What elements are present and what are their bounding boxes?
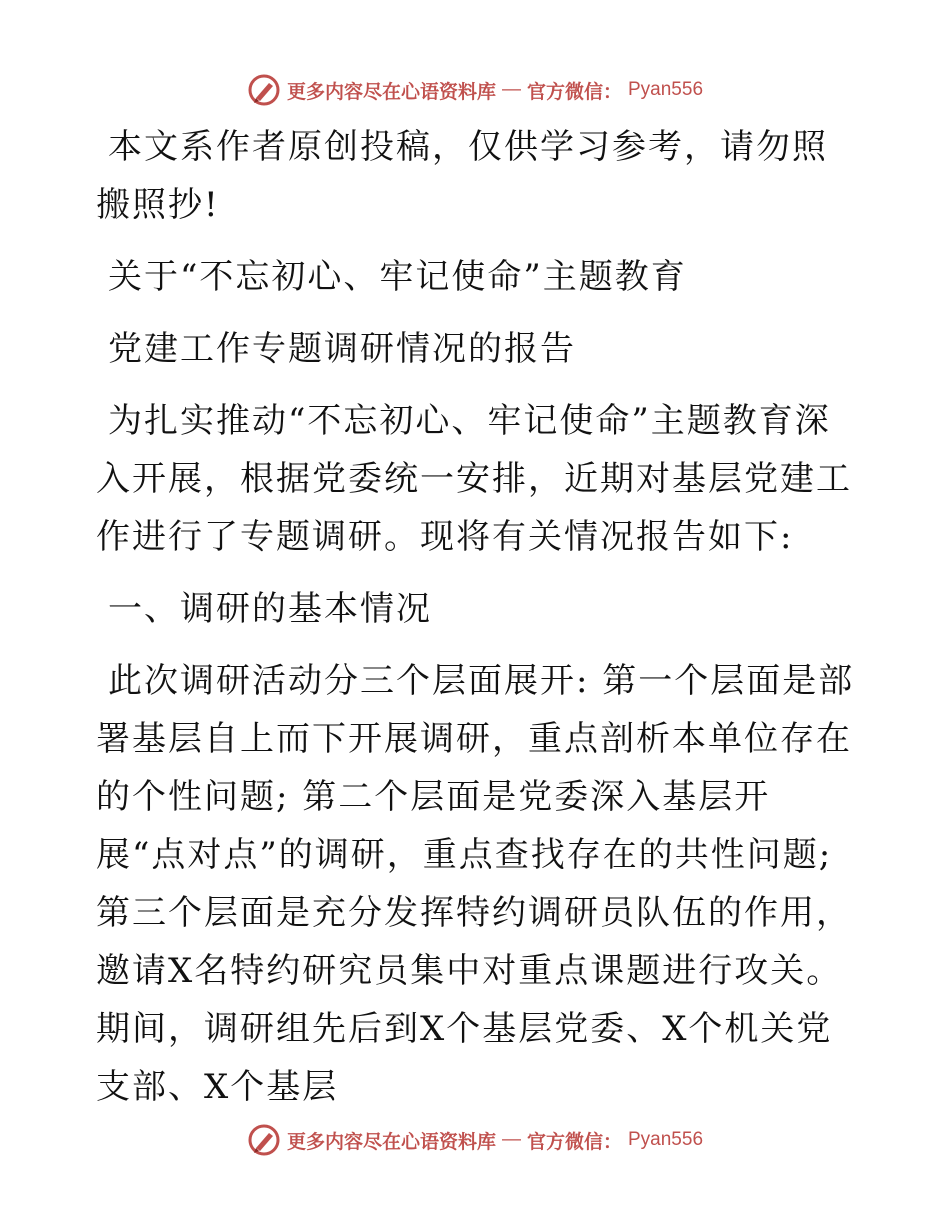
watermark-wechat-id: Pyan556 [628, 1129, 704, 1150]
document-title-line-1: 关于“不忘初心、牢记使命”主题教育 [108, 257, 687, 297]
intro-paragraph: 为扎实推动“不忘初心、牢记使命”主题教育深入开展，根据党委统一安排，近期对基层党建工作进行了专题调研。现将有关情况报告如下: [96, 401, 852, 557]
document-body [96, 118, 856, 1130]
header-watermark [0, 70, 950, 110]
watermark-wechat-label: 官方微信： [526, 80, 622, 103]
pen-logo-icon [247, 1123, 281, 1157]
document-title-line-2: 党建工作专题调研情况的报告 [108, 329, 576, 369]
watermark-wechat-id: Pyan556 [628, 79, 704, 100]
section-heading-1: 一、调研的基本情况 [108, 589, 432, 629]
watermark-wechat-label: 官方微信： [526, 1130, 622, 1153]
watermark-text: 更多内容尽在心语资料库 [286, 80, 496, 103]
watermark-separator: — [501, 1129, 521, 1150]
disclaimer-paragraph: 本文系作者原创投稿，仅供学习参考，请勿照搬照抄! [96, 127, 828, 225]
watermark-separator: — [501, 79, 521, 100]
footer-watermark [0, 1120, 950, 1160]
watermark-text: 更多内容尽在心语资料库 [286, 1130, 496, 1153]
pen-logo-icon [247, 73, 281, 107]
body-paragraph: 此次调研活动分三个层面展开: 第一个层面是部署基层自上而下开展调研，重点剖析本单位存在的个性问题; 第二个层面是党委深入基层开展“点对点”的调研，重点查找存在的共性问题; 第三个层面是充分发挥特约调研员队伍的作用，邀请X名特约研究员集中对重点课题进行攻关。期间，调研组先后到X个基层党委、X个机关党支部、X个基层 [96, 661, 855, 1107]
